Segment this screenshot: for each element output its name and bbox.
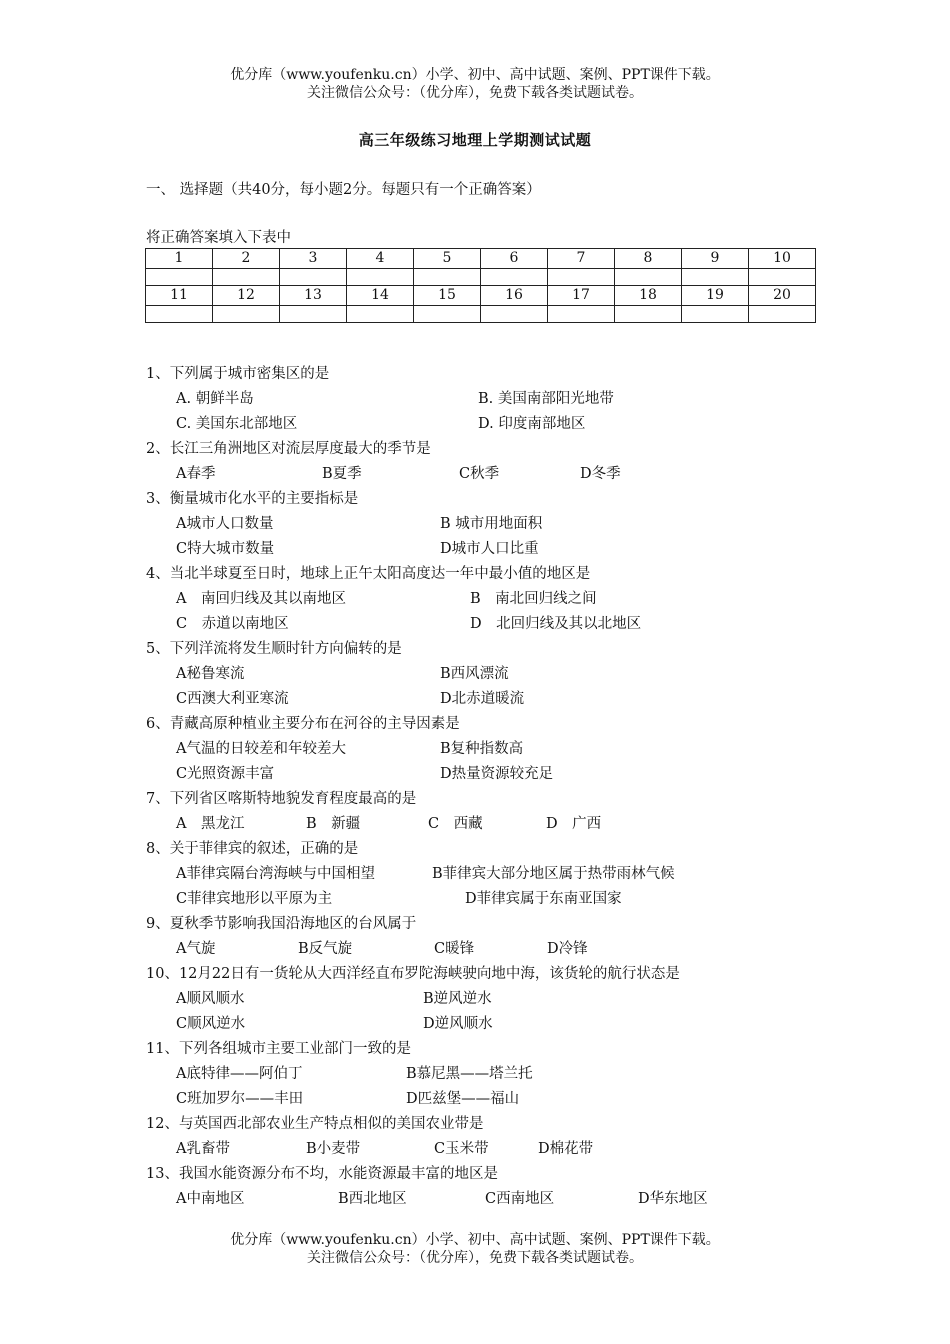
option-10c: C顺风逆水 xyxy=(176,1016,246,1032)
question-4: 4、当北半球夏至日时，地球上正午太阳高度达一年中最小值的地区是 xyxy=(146,566,591,582)
option-8b: B菲律宾大部分地区属于热带雨林气候 xyxy=(432,866,675,882)
option-1d: D. 印度南部地区 xyxy=(478,416,586,432)
question-11: 11、下列各组城市主要工业部门一致的是 xyxy=(146,1041,411,1057)
option-6c: C光照资源丰富 xyxy=(176,766,275,782)
option-2d: D冬季 xyxy=(580,466,621,482)
question-8: 8、关于菲律宾的叙述，正确的是 xyxy=(146,841,359,857)
option-5d: D北赤道暖流 xyxy=(440,691,525,707)
answer-cell[interactable] xyxy=(414,269,481,286)
answer-cell[interactable] xyxy=(615,306,682,323)
option-10d: D逆风顺水 xyxy=(423,1016,493,1032)
option-12b: B小麦带 xyxy=(306,1141,361,1157)
option-7c: C 西藏 xyxy=(428,816,483,832)
answer-cell[interactable] xyxy=(280,306,347,323)
question-5: 5、下列洋流将发生顺时针方向偏转的是 xyxy=(146,641,402,657)
answer-cell[interactable] xyxy=(146,306,213,323)
answer-table xyxy=(145,248,816,323)
header-line-2: 关注微信公众号：（优分库），免费下载各类试题试卷。 xyxy=(307,85,643,101)
header-line-1: 优分库（www.youfenku.cn）小学、初中、高中试题、案例、PPT课件下载。 xyxy=(230,67,720,83)
option-13a: A中南地区 xyxy=(176,1191,245,1207)
option-9a: A气旋 xyxy=(176,941,216,957)
option-4b: B 南北回归线之间 xyxy=(470,591,597,607)
question-13: 13、我国水能资源分布不均，水能资源最丰富的地区是 xyxy=(146,1166,498,1182)
table-cell: 9 xyxy=(682,249,749,269)
table-cell: 6 xyxy=(481,249,548,269)
section-heading: 一、 选择题（共40分，每小题2分。每题只有一个正确答案） xyxy=(146,182,541,198)
page-header xyxy=(0,66,950,102)
option-1b: B. 美国南部阳光地带 xyxy=(478,391,614,407)
table-cell: 8 xyxy=(615,249,682,269)
table-cell: 7 xyxy=(548,249,615,269)
option-11c: C班加罗尔——丰田 xyxy=(176,1091,304,1107)
question-12: 12、与英国西北部农业生产特点相似的美国农业带是 xyxy=(146,1116,484,1132)
question-1: 1、下列属于城市密集区的是 xyxy=(146,366,330,382)
table-cell: 14 xyxy=(347,286,414,306)
question-9: 9、夏秋季节影响我国沿海地区的台风属于 xyxy=(146,916,417,932)
option-11d: D匹兹堡——福山 xyxy=(406,1091,520,1107)
option-13b: B西北地区 xyxy=(338,1191,407,1207)
option-12d: D棉花带 xyxy=(538,1141,594,1157)
table-label: 将正确答案填入下表中 xyxy=(146,230,291,246)
table-row xyxy=(146,286,816,306)
option-9b: B反气旋 xyxy=(298,941,353,957)
option-5c: C西澳大利亚寒流 xyxy=(176,691,289,707)
answer-cell[interactable] xyxy=(347,269,414,286)
option-8d: D菲律宾属于东南亚国家 xyxy=(465,891,622,907)
option-8c: C菲律宾地形以平原为主 xyxy=(176,891,333,907)
answer-cell[interactable] xyxy=(481,306,548,323)
footer-line-2: 关注微信公众号：（优分库），免费下载各类试题试卷。 xyxy=(307,1250,643,1266)
question-7: 7、下列省区喀斯特地貌发育程度最高的是 xyxy=(146,791,417,807)
table-cell: 3 xyxy=(280,249,347,269)
table-cell: 10 xyxy=(749,249,816,269)
option-12a: A乳畜带 xyxy=(176,1141,230,1157)
answer-cell[interactable] xyxy=(615,269,682,286)
footer-line-1: 优分库（www.youfenku.cn）小学、初中、高中试题、案例、PPT课件下载。 xyxy=(230,1232,720,1248)
table-cell: 13 xyxy=(280,286,347,306)
option-13c: C西南地区 xyxy=(485,1191,555,1207)
answer-cell[interactable] xyxy=(280,269,347,286)
option-3d: D城市人口比重 xyxy=(440,541,539,557)
option-7b: B 新疆 xyxy=(306,816,361,832)
option-12c: C玉米带 xyxy=(434,1141,489,1157)
option-3b: B 城市用地面积 xyxy=(440,516,543,532)
question-2: 2、长江三角洲地区对流层厚度最大的季节是 xyxy=(146,441,431,457)
option-7a: A 黑龙江 xyxy=(176,816,245,832)
option-6d: D热量资源较充足 xyxy=(440,766,554,782)
option-7d: D 广西 xyxy=(546,816,602,832)
table-row xyxy=(146,249,816,269)
page-footer xyxy=(0,1231,950,1267)
answer-cell[interactable] xyxy=(414,306,481,323)
answer-cell[interactable] xyxy=(682,269,749,286)
answer-cell[interactable] xyxy=(213,269,280,286)
answer-cell[interactable] xyxy=(213,306,280,323)
answer-cell[interactable] xyxy=(749,269,816,286)
option-8a: A菲律宾隔台湾海峡与中国相望 xyxy=(176,866,375,882)
page-title: 高三年级练习地理上学期测试试题 xyxy=(358,131,592,149)
question-3: 3、衡量城市化水平的主要指标是 xyxy=(146,491,359,507)
option-9d: D冷锋 xyxy=(547,941,588,957)
option-13d: D华东地区 xyxy=(638,1191,708,1207)
option-1a: A. 朝鲜半岛 xyxy=(176,391,254,407)
table-cell: 5 xyxy=(414,249,481,269)
table-cell: 19 xyxy=(682,286,749,306)
table-cell: 4 xyxy=(347,249,414,269)
option-3c: C特大城市数量 xyxy=(176,541,275,557)
table-cell: 15 xyxy=(414,286,481,306)
option-5b: B西风漂流 xyxy=(440,666,509,682)
table-cell: 11 xyxy=(146,286,213,306)
option-11a: A底特律——阿伯丁 xyxy=(176,1066,303,1082)
option-2b: B夏季 xyxy=(322,466,362,482)
answer-cell[interactable] xyxy=(481,269,548,286)
option-2c: C秋季 xyxy=(459,466,500,482)
option-11b: B慕尼黑——塔兰托 xyxy=(406,1066,533,1082)
option-9c: C暖锋 xyxy=(434,941,475,957)
option-4c: C 赤道以南地区 xyxy=(176,616,289,632)
option-4a: A 南回归线及其以南地区 xyxy=(176,591,346,607)
table-cell: 16 xyxy=(481,286,548,306)
option-3a: A城市人口数量 xyxy=(176,516,274,532)
answer-cell[interactable] xyxy=(347,306,414,323)
answer-cell[interactable] xyxy=(548,306,615,323)
option-10b: B逆风逆水 xyxy=(423,991,492,1007)
table-cell: 1 xyxy=(146,249,213,269)
question-6: 6、青藏高原种植业主要分布在河谷的主导因素是 xyxy=(146,716,460,732)
table-row-answers xyxy=(146,306,816,323)
answer-cell[interactable] xyxy=(682,306,749,323)
table-cell: 18 xyxy=(615,286,682,306)
question-10: 10、12月22日有一货轮从大西洋经直布罗陀海峡驶向地中海，该货轮的航行状态是 xyxy=(146,966,680,982)
option-5a: A秘鲁寒流 xyxy=(176,666,245,682)
answer-cell[interactable] xyxy=(146,269,213,286)
table-cell: 2 xyxy=(213,249,280,269)
table-row-answers xyxy=(146,269,816,286)
option-2a: A春季 xyxy=(176,466,216,482)
option-4d: D 北回归线及其以北地区 xyxy=(470,616,642,632)
option-10a: A顺风顺水 xyxy=(176,991,245,1007)
option-6a: A气温的日较差和年较差大 xyxy=(176,741,346,757)
table-cell: 17 xyxy=(548,286,615,306)
table-cell: 12 xyxy=(213,286,280,306)
answer-cell[interactable] xyxy=(548,269,615,286)
table-cell: 20 xyxy=(749,286,816,306)
option-6b: B复种指数高 xyxy=(440,741,524,757)
option-1c: C. 美国东北部地区 xyxy=(176,416,298,432)
answer-cell[interactable] xyxy=(749,306,816,323)
